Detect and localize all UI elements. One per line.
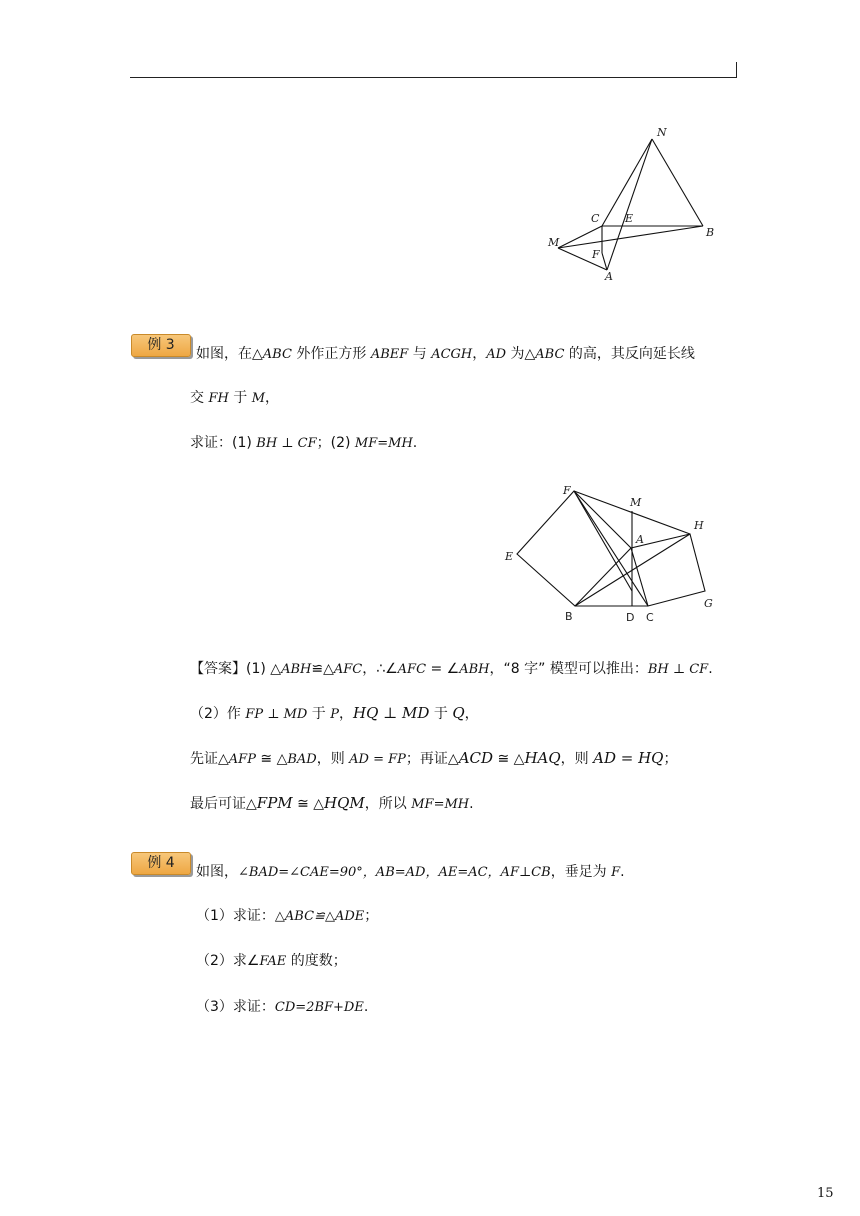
figure-2 bbox=[500, 480, 725, 632]
example-3-line-1: 如图，在△ABC 外作正方形 ABEF 与 ACGH，AD 为△ABC 的高，其反向延长线 bbox=[196, 346, 695, 362]
answer-3-line-4: 最后可证△FPM ≅ △HQM，所以 MF=MH. bbox=[190, 794, 474, 812]
segment-NB bbox=[652, 139, 703, 226]
example-4-line-4: （3）求证：CD=2BF+DE. bbox=[196, 999, 369, 1015]
point-C-label: C bbox=[646, 611, 654, 624]
point-M-label: M bbox=[548, 236, 560, 249]
point-N-label: N bbox=[657, 126, 667, 139]
example-4-line-3: （2）求∠FAE 的度数； bbox=[196, 953, 347, 969]
point-E-label: E bbox=[625, 212, 634, 225]
point-B-label: B bbox=[565, 610, 573, 623]
example-4-line-1: 如图，∠BAD=∠CAE=90°，AB=AD，AE=AC，AF⊥CB，垂足为 F. bbox=[196, 864, 625, 880]
point-C-label: C bbox=[591, 212, 600, 225]
segment-FA bbox=[602, 253, 607, 270]
example-3-line-2: 交 FH 于 M， bbox=[190, 390, 280, 406]
point-A-label: A bbox=[605, 270, 613, 283]
header-rule bbox=[130, 77, 737, 78]
point-F-label: F bbox=[563, 484, 571, 497]
example-3-badge: 例 3 bbox=[131, 334, 191, 357]
example-4-line-2: （1）求证：△ABC≌△ADE； bbox=[196, 908, 379, 924]
page-number: 15 bbox=[817, 1186, 834, 1201]
answer-3-line-1: 【答案】(1) △ABH≌△AFC，∴∠AFC = ∠ABH，“8 字” 模型可以推出：BH ⊥ CF. bbox=[190, 661, 713, 677]
header-rule-tick bbox=[736, 62, 737, 78]
example-3-line-3: 求证：(1) BH ⊥ CF；(2) MF=MH. bbox=[190, 435, 418, 451]
answer-3-line-3: 先证△AFP ≅ △BAD，则 AD = FP；再证△ACD ≅ △HAQ，则 AD = HQ； bbox=[190, 749, 678, 767]
figure-1-diagram bbox=[540, 122, 730, 287]
point-F-label: F bbox=[592, 248, 600, 261]
segment-MA bbox=[558, 248, 607, 270]
point-G-label: G bbox=[704, 597, 713, 610]
point-B-label: B bbox=[706, 226, 715, 239]
point-H-label: H bbox=[694, 519, 704, 532]
point-E-label: E bbox=[505, 550, 514, 563]
point-A-label: A bbox=[636, 533, 644, 546]
square-ABEF bbox=[517, 491, 631, 606]
example-4-badge: 例 4 bbox=[131, 852, 191, 875]
figure-1 bbox=[540, 122, 730, 291]
point-M-label: M bbox=[630, 496, 642, 509]
figure-2-diagram bbox=[500, 480, 725, 628]
answer-3-line-2: （2）作 FP ⊥ MD 于 P，HQ ⊥ MD 于 Q， bbox=[190, 704, 479, 722]
point-D-label: D bbox=[626, 611, 635, 624]
